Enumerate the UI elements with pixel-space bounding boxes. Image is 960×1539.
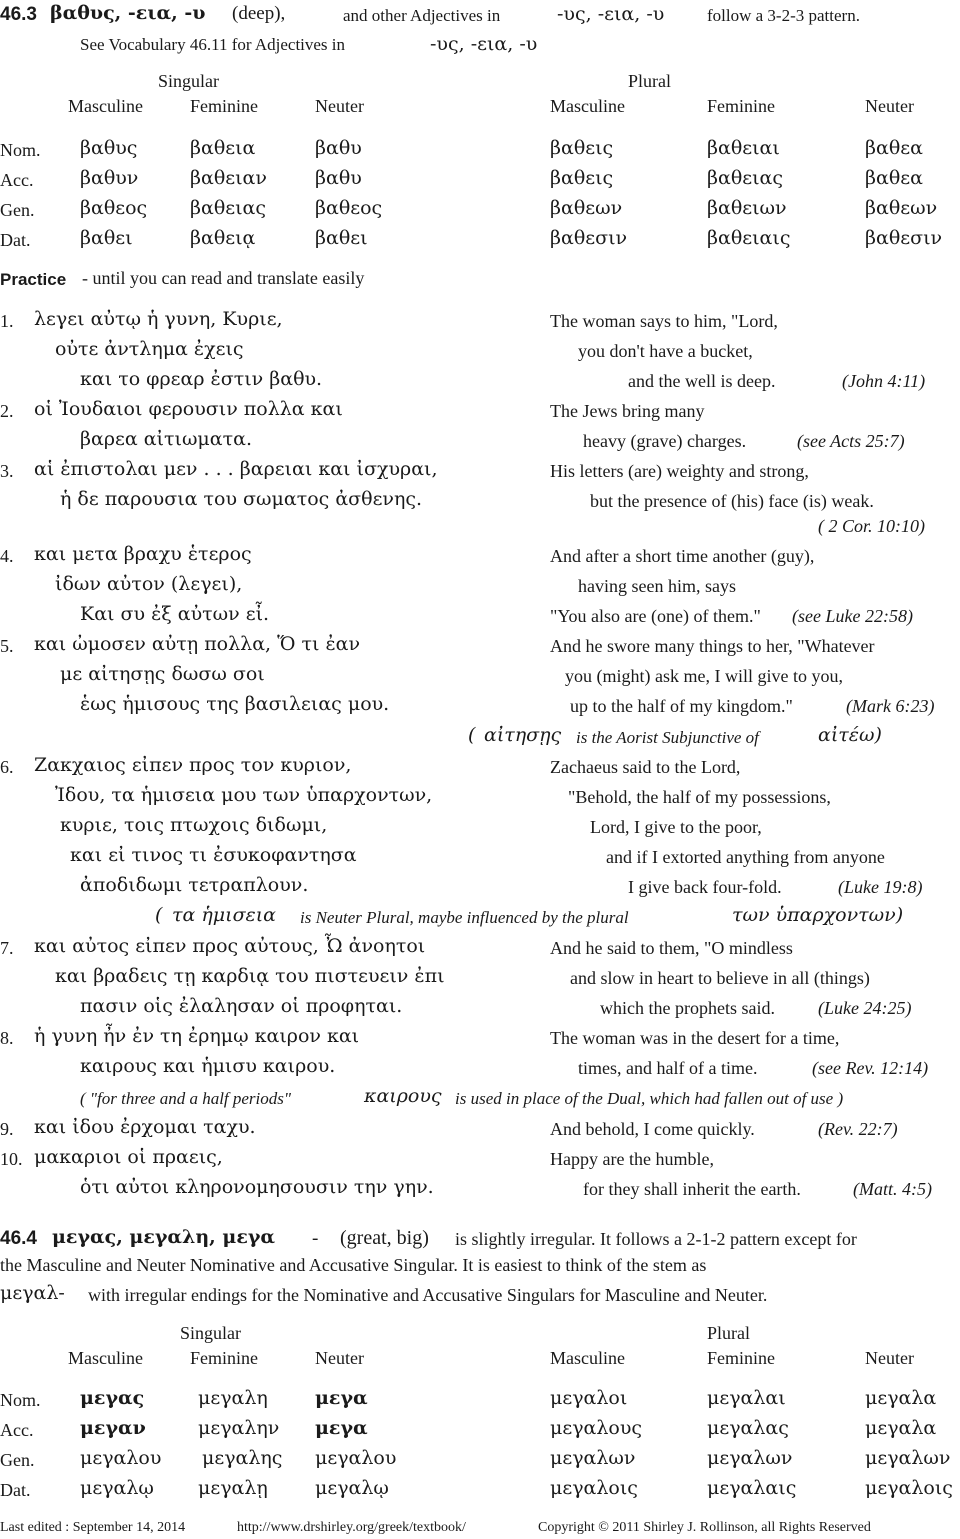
- form-cell: μεγαλοις: [865, 1477, 953, 1499]
- form-cell: βαθειαν: [190, 167, 267, 189]
- translation-line: The woman says to him, "Lord,: [550, 311, 778, 331]
- item-number: 10.: [0, 1149, 23, 1169]
- last-edited: Last edited : September 14, 2014: [0, 1520, 186, 1535]
- dash: -: [312, 1228, 319, 1249]
- translation-line: And behold, I come quickly.: [550, 1119, 755, 1139]
- translation-line: I give back four-fold.: [628, 877, 782, 897]
- grammar-note: is Neuter Plural, maybe influenced by the plural: [300, 908, 629, 927]
- form-cell: βαθειων: [707, 197, 787, 219]
- translation-line: "Behold, the half of my possessions,: [568, 787, 831, 807]
- translation-line: Happy are the humble,: [550, 1149, 714, 1169]
- scripture-reference: (Rev. 22:7): [818, 1119, 898, 1139]
- endings: -υς, -εια, -υ: [557, 3, 665, 25]
- translation-line: And after a short time another (guy),: [550, 546, 815, 566]
- greek-line: ἑως ἡμισους της βασιλειας μου.: [80, 693, 390, 715]
- form-cell: μεγαλων: [550, 1447, 636, 1469]
- form-cell: μεγαλων: [707, 1447, 793, 1469]
- greek-line: και μετα βραχυ ἑτερος: [34, 543, 252, 565]
- translation-line: up to the half of my kingdom.": [570, 696, 793, 716]
- form-cell: μεγαλας: [707, 1417, 789, 1439]
- greek-line: και το φρεαρ ἐστιν βαθυ.: [80, 368, 323, 390]
- form-cell: βαθεων: [550, 197, 623, 219]
- item-number: 7.: [0, 938, 14, 958]
- scripture-reference: (John 4:11): [842, 371, 926, 391]
- greek-line: Ἰδου, τα ἡμισεια μου των ὑπαρχοντων,: [55, 784, 433, 806]
- grammar-note-open: (: [155, 904, 163, 926]
- stem: μεγαλ-: [0, 1282, 65, 1304]
- scripture-reference: (Luke 19:8): [838, 877, 923, 897]
- col-header: Neuter: [315, 96, 364, 116]
- form-cell: βαθεος: [80, 197, 148, 219]
- grammar-note: is used in place of the Dual, which had fallen out of use ): [455, 1089, 844, 1108]
- col-header: Neuter: [315, 1348, 364, 1368]
- form-cell: βαθεις: [550, 137, 614, 159]
- col-header: Masculine: [550, 96, 625, 116]
- section-title: βαθυς, -εια, -υ: [50, 2, 206, 24]
- scripture-reference: ( 2 Cor. 10:10): [818, 516, 925, 536]
- translation-line: which the prophets said.: [600, 998, 775, 1018]
- item-number: 9.: [0, 1119, 14, 1139]
- greek-line: οἱ Ἰουδαιοι φερουσιν πολλα και: [34, 398, 343, 420]
- form-cell: βαθει: [315, 227, 368, 249]
- form-cell: βαθυν: [80, 167, 139, 189]
- vocab-endings: -υς, -εια, -υ: [430, 33, 538, 55]
- form-cell: βαθειας: [190, 197, 267, 219]
- form-cell: μεγαν: [80, 1417, 146, 1439]
- grammar-note-greek: αἰτησῃς: [484, 724, 562, 746]
- form-cell: μεγαλα: [865, 1387, 937, 1409]
- col-header: Neuter: [865, 96, 914, 116]
- greek-line: Και συ ἐξ αὐτων εἶ.: [80, 603, 270, 625]
- form-cell: μεγαλη: [198, 1387, 268, 1409]
- greek-line: ἰδων αὐτον (λεγει),: [55, 573, 243, 595]
- greek-line: ἡ γυνη ἦν ἐν τη ἐρημῳ καιρον και: [34, 1025, 360, 1047]
- translation-line: you (might) ask me, I will give to you,: [565, 666, 843, 686]
- item-number: 6.: [0, 757, 14, 777]
- col-header: Masculine: [550, 1348, 625, 1368]
- col-header: Neuter: [865, 1348, 914, 1368]
- translation-line: having seen him, says: [578, 576, 736, 596]
- singular-header: Singular: [158, 71, 219, 91]
- copyright: Copyright © 2011 Shirley J. Rollinson, all Rights Reserved: [538, 1520, 871, 1535]
- vocab-reference: See Vocabulary 46.11 for Adjectives in: [80, 35, 346, 54]
- form-cell: βαθεων: [865, 197, 938, 219]
- translation-line: but the presence of (his) face (is) weak.: [590, 491, 874, 511]
- translation-line: for they shall inherit the earth.: [583, 1179, 801, 1199]
- greek-line: μακαριοι οἱ πραεις,: [34, 1146, 223, 1168]
- form-cell: μεγα: [315, 1387, 368, 1409]
- greek-line: και αὐτος εἰπεν προς αὐτους, Ὦ ἀνοητοι: [34, 935, 426, 957]
- form-cell: βαθεις: [550, 167, 614, 189]
- form-cell: μεγαλῳ: [80, 1477, 154, 1499]
- scripture-reference: (see Luke 22:58): [792, 606, 913, 626]
- grammar-note-greek: καιρους: [364, 1085, 442, 1107]
- col-header: Feminine: [707, 1348, 775, 1368]
- form-cell: μεγαλους: [550, 1417, 643, 1439]
- scripture-reference: (see Acts 25:7): [797, 431, 905, 451]
- translation-line: Zachaeus said to the Lord,: [550, 757, 741, 777]
- form-cell: μεγαλου: [80, 1447, 162, 1469]
- translation-line: The woman was in the desert for a time,: [550, 1028, 840, 1048]
- heading-text-tail: follow a 3-2-3 pattern.: [707, 6, 860, 25]
- item-number: 2.: [0, 401, 14, 421]
- form-cell: μεγαλων: [865, 1447, 951, 1469]
- greek-line: και ἰδου ἐρχομαι ταχυ.: [34, 1116, 256, 1138]
- form-cell: βαθεια: [190, 137, 256, 159]
- paragraph-line: with irregular endings for the Nominative and Accusative Singulars for Masculine and Neuter.: [88, 1285, 768, 1305]
- form-cell: βαθεα: [865, 167, 923, 189]
- greek-line: βαρεα αἰτιωματα.: [80, 428, 252, 450]
- greek-line: με αἰτησῃς δωσω σοι: [60, 663, 265, 685]
- translation-line: heavy (grave) charges.: [583, 431, 747, 451]
- form-cell: βαθειαις: [707, 227, 791, 249]
- gloss: (deep),: [232, 3, 286, 24]
- translation-line: and if I extorted anything from anyone: [606, 847, 885, 867]
- form-cell: μεγαλης: [202, 1447, 283, 1469]
- case-label: Dat.: [0, 1480, 31, 1500]
- form-cell: βαθει: [80, 227, 133, 249]
- item-number: 5.: [0, 636, 14, 656]
- scripture-reference: (Matt. 4:5): [853, 1179, 932, 1199]
- form-cell: βαθυς: [80, 137, 138, 159]
- translation-line: "You also are (one) of them.": [550, 606, 761, 626]
- form-cell: βαθειαι: [707, 137, 780, 159]
- case-label: Acc.: [0, 170, 34, 190]
- form-cell: βαθεσιν: [865, 227, 943, 249]
- greek-line: καιρους και ἡμισυ καιρου.: [80, 1055, 336, 1077]
- greek-line: κυριε, τοις πτωχοις διδωμι,: [60, 814, 328, 836]
- form-cell: μεγας: [80, 1387, 145, 1409]
- paragraph-line: is slightly irregular. It follows a 2-1-2 pattern except for: [455, 1229, 857, 1249]
- translation-line: you don't have a bucket,: [578, 341, 753, 361]
- scripture-reference: (Luke 24:25): [818, 998, 912, 1018]
- translation-line: Lord, I give to the poor,: [590, 817, 762, 837]
- translation-line: His letters (are) weighty and strong,: [550, 461, 809, 481]
- plural-header: Plural: [707, 1323, 750, 1343]
- translation-line: The Jews bring many: [550, 401, 705, 421]
- grammar-note: ( "for three and a half periods": [80, 1089, 292, 1108]
- item-number: 3.: [0, 461, 14, 481]
- gloss: (great, big): [340, 1227, 429, 1249]
- case-label: Acc.: [0, 1420, 34, 1440]
- grammar-note-greek: των ὑπαρχοντων): [732, 904, 904, 926]
- case-label: Gen.: [0, 200, 35, 220]
- greek-line: Ζακχαιος εἰπεν προς τον κυριον,: [34, 754, 352, 776]
- paragraph-line: the Masculine and Neuter Nominative and Accusative Singular. It is easiest to think of the stem as: [0, 1255, 707, 1275]
- form-cell: βαθειας: [707, 167, 784, 189]
- form-cell: βαθυ: [315, 167, 362, 189]
- item-number: 4.: [0, 546, 14, 566]
- form-cell: βαθεσιν: [550, 227, 628, 249]
- scripture-reference: (see Rev. 12:14): [812, 1058, 929, 1078]
- col-header: Feminine: [707, 96, 775, 116]
- form-cell: μεγαλοι: [550, 1387, 628, 1409]
- col-header: Masculine: [68, 1348, 143, 1368]
- greek-line: ἀποδιδωμι τετραπλουν.: [80, 874, 309, 896]
- greek-line: πασιν οἱς ἐλαλησαν οἱ προφηται.: [80, 995, 403, 1017]
- form-cell: μεγα: [315, 1417, 368, 1439]
- case-label: Nom.: [0, 1390, 41, 1410]
- greek-line: ἡ δε παρουσια του σωματος ἀσθενης.: [60, 488, 423, 510]
- greek-line: και βραδεις τῃ καρδιᾳ του πιστευειν ἐπι: [55, 965, 445, 987]
- case-label: Nom.: [0, 140, 41, 160]
- singular-header: Singular: [180, 1323, 241, 1343]
- form-cell: βαθειᾳ: [190, 227, 256, 249]
- form-cell: μεγαλην: [198, 1417, 280, 1439]
- plural-header: Plural: [628, 71, 671, 91]
- heading-text: and other Adjectives in: [343, 6, 501, 25]
- translation-line: And he said to them, "O mindless: [550, 938, 793, 958]
- translation-line: times, and half of a time.: [578, 1058, 758, 1078]
- greek-line: οὐτε ἀντλημα ἐχεις: [55, 338, 244, 360]
- practice-note: - until you can read and translate easily: [82, 268, 365, 288]
- scripture-reference: (Mark 6:23): [846, 696, 935, 716]
- practice-label: Practice: [0, 270, 67, 289]
- col-header: Masculine: [68, 96, 143, 116]
- form-cell: βαθυ: [315, 137, 362, 159]
- greek-line: λεγει αὐτῳ ἡ γυνη, Κυριε,: [34, 308, 283, 330]
- form-cell: μεγαλοις: [550, 1477, 638, 1499]
- item-number: 8.: [0, 1028, 14, 1048]
- form-cell: μεγαλῃ: [198, 1477, 268, 1499]
- case-label: Dat.: [0, 230, 31, 250]
- col-header: Feminine: [190, 96, 258, 116]
- footer-url[interactable]: http://www.drshirley.org/greek/textbook/: [237, 1520, 466, 1535]
- section-number: 46.4: [0, 1228, 37, 1249]
- grammar-note-greek: αἰτέω): [818, 724, 882, 746]
- greek-line: αἱ ἐπιστολαι μεν . . . βαρειαι και ἰσχυραι,: [34, 458, 438, 480]
- item-number: 1.: [0, 311, 14, 331]
- grammar-note-greek: τα ἡμισεια: [172, 904, 277, 926]
- form-cell: μεγαλα: [865, 1417, 937, 1439]
- translation-line: and the well is deep.: [628, 371, 776, 391]
- form-cell: μεγαλῳ: [315, 1477, 389, 1499]
- grammar-note-open: (: [468, 724, 476, 746]
- form-cell: μεγαλαις: [707, 1477, 797, 1499]
- col-header: Feminine: [190, 1348, 258, 1368]
- form-cell: μεγαλου: [315, 1447, 397, 1469]
- translation-line: And he swore many things to her, "Whatever: [550, 636, 875, 656]
- section-title: μεγας, μεγαλη, μεγα: [52, 1226, 276, 1248]
- greek-line: και εἰ τινος τι ἐσυκοφαντησα: [70, 844, 357, 866]
- grammar-note: is the Aorist Subjunctive of: [576, 728, 759, 747]
- form-cell: μεγαλαι: [707, 1387, 786, 1409]
- form-cell: βαθεος: [315, 197, 383, 219]
- translation-line: and slow in heart to believe in all (things): [570, 968, 870, 988]
- case-label: Gen.: [0, 1450, 35, 1470]
- form-cell: βαθεα: [865, 137, 923, 159]
- greek-line: και ὠμοσεν αὐτῃ πολλα, Ὅ τι ἐαν: [34, 633, 361, 655]
- section-number: 46.3: [0, 4, 37, 25]
- greek-line: ὁτι αὐτοι κληρονομησουσιν την γην.: [80, 1176, 434, 1198]
